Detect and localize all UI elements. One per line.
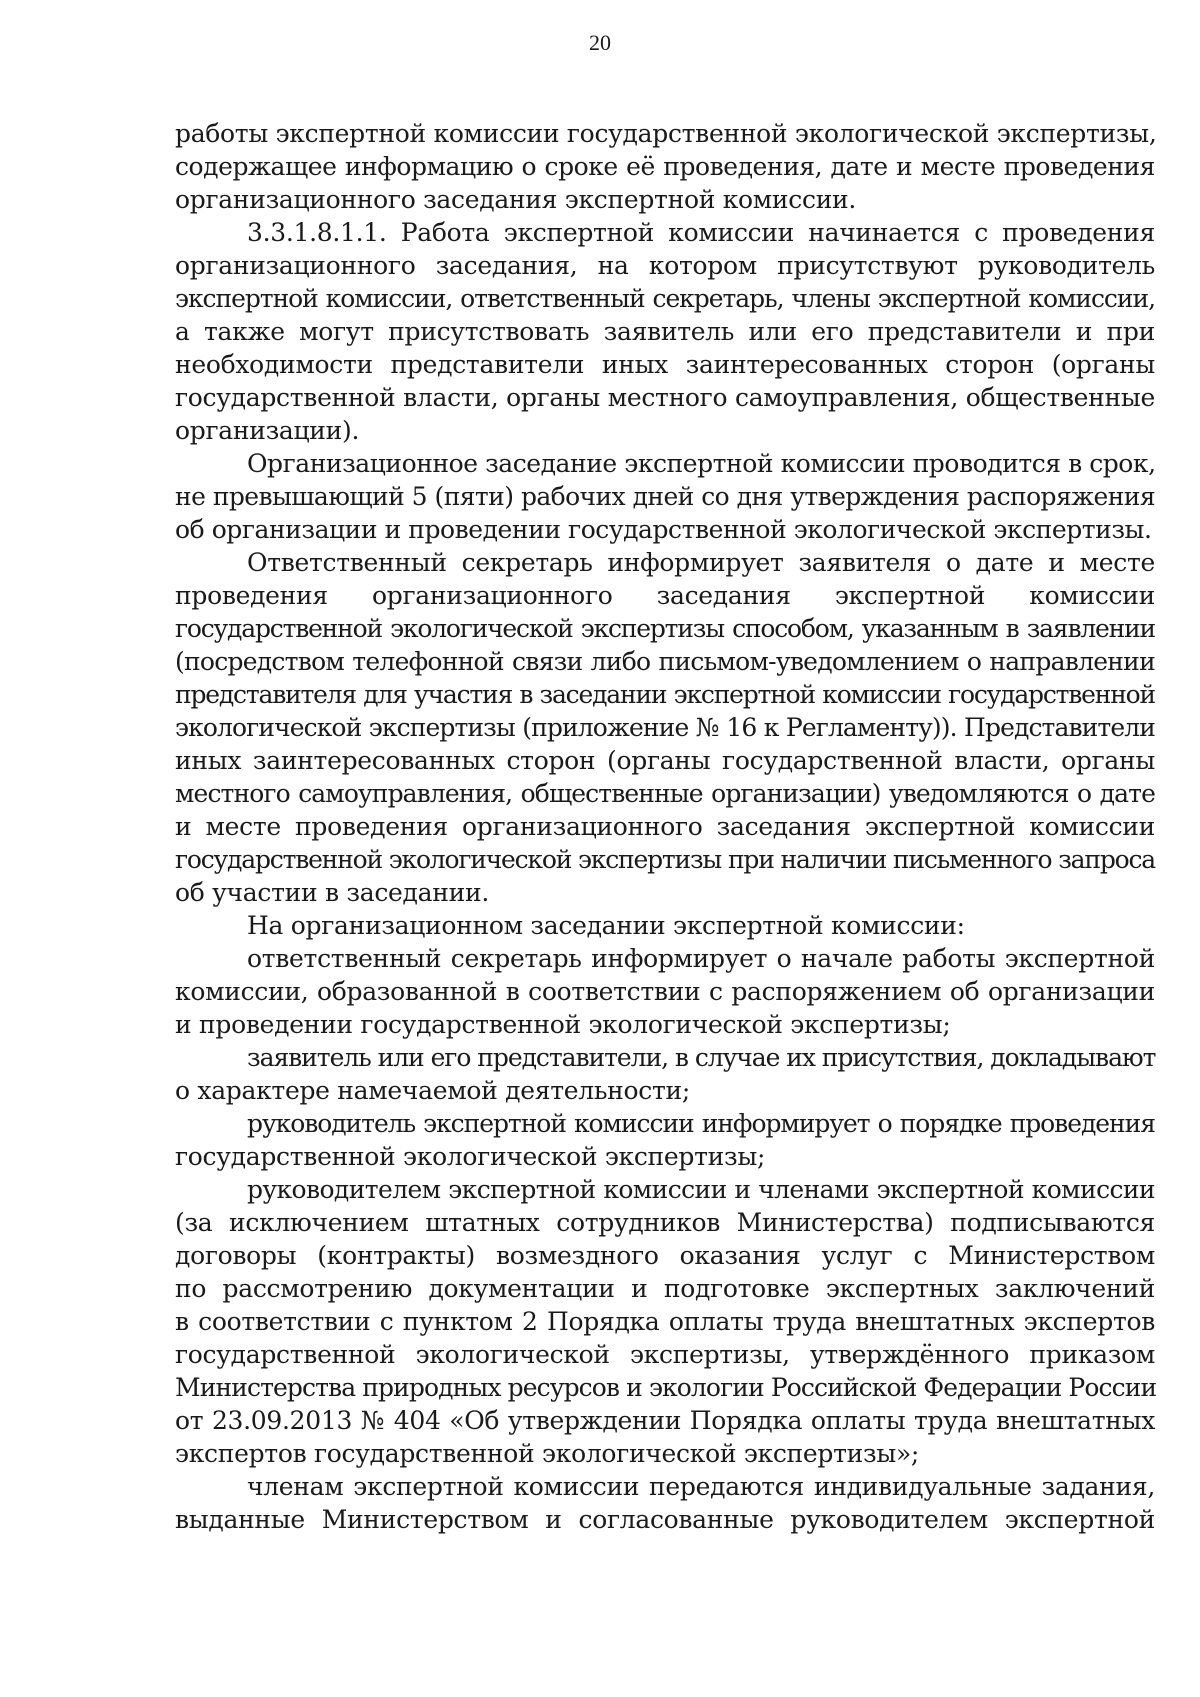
paragraph (175, 1173, 1155, 1470)
text-line: содержащее информацию о сроке её проведения, дате и месте проведения (175, 152, 1155, 181)
text-line: иных заинтересованных сторон (органы государственной власти, органы (175, 746, 1155, 775)
text-line: (посредством телефонной связи либо письмом-уведомлением о направлении (175, 647, 1155, 676)
text-line: проведения организационного заседания экспертной комиссии (175, 581, 1155, 610)
text-line: местного самоуправления, общественные организации) уведомляются о дате (175, 779, 1155, 808)
text-line: об организации и проведении государственной экологической экспертизы. (175, 515, 1152, 544)
text-line: заявитель или его представители, в случае их присутствия, докладывают (247, 1043, 1156, 1072)
text-line: а также могут присутствовать заявитель или его представители и при (175, 317, 1155, 346)
text-line: по рассмотрению документации и подготовке экспертных заключений (175, 1274, 1155, 1303)
text-line: государственной экологической экспертизы способом, указанным в заявлении (175, 614, 1155, 643)
paragraph (175, 1041, 1155, 1107)
text-line: государственной экологической экспертизы при наличии письменного запроса (175, 845, 1155, 874)
text-line: государственной экологической экспертизы, утверждённого приказом (175, 1340, 1155, 1369)
text-line: выданные Министерством и согласованные руководителем экспертной (175, 1505, 1155, 1534)
text-line: руководителем экспертной комиссии и членами экспертной комиссии (247, 1175, 1155, 1204)
text-line: ответственный секретарь информирует о начале работы экспертной (247, 944, 1155, 973)
document-body (175, 117, 1155, 1536)
text-line: работы экспертной комиссии государственной экологической экспертизы, (175, 119, 1157, 148)
paragraph (175, 216, 1155, 447)
text-line: договоры (контракты) возмездного оказания услуг с Министерством (175, 1241, 1155, 1270)
text-line: об участии в заседании. (175, 878, 489, 907)
text-line: в соответствии с пунктом 2 Порядка оплаты труда внештатных экспертов (175, 1307, 1155, 1336)
text-line: руководитель экспертной комиссии информирует о порядке проведения (247, 1109, 1155, 1138)
text-line: необходимости представители иных заинтересованных сторон (органы (175, 350, 1155, 379)
text-line: экспертов государственной экологической экспертизы»; (175, 1439, 920, 1468)
paragraph (175, 1107, 1155, 1173)
text-line: организации). (175, 416, 360, 445)
paragraph (175, 117, 1155, 216)
text-line: представителя для участия в заседании экспертной комиссии государственной (175, 680, 1155, 709)
text-line: организационного заседания экспертной комиссии. (175, 185, 857, 214)
text-line: и проведении государственной экологической экспертизы; (175, 1010, 951, 1039)
text-line: Министерства природных ресурсов и экологии Российской Федерации России (175, 1373, 1157, 1402)
text-line: о характере намечаемой деятельности; (175, 1076, 690, 1105)
text-line: экспертной комиссии, ответственный секретарь, члены экспертной комиссии, (175, 284, 1155, 313)
text-line: государственной власти, органы местного самоуправления, общественные (175, 383, 1155, 412)
text-line: государственной экологической экспертизы; (175, 1142, 766, 1171)
text-line: (за исключением штатных сотрудников Министерства) подписываются (175, 1208, 1155, 1237)
text-line: 3.3.1.8.1.1. Работа экспертной комиссии начинается с проведения (247, 218, 1155, 247)
text-line: членам экспертной комиссии передаются индивидуальные задания, (247, 1472, 1155, 1501)
text-line: комиссии, образованной в соответствии с распоряжением об организации (175, 977, 1155, 1006)
paragraph (175, 1470, 1155, 1536)
page-number: 20 (589, 30, 611, 55)
paragraph (175, 447, 1155, 546)
text-line: Ответственный секретарь информирует заявителя о дате и месте (247, 548, 1155, 577)
text-line: и месте проведения организационного заседания экспертной комиссии (175, 812, 1155, 841)
text-line: организационного заседания, на котором присутствуют руководитель (175, 251, 1155, 280)
text-line: экологической экспертизы (приложение № 16 к Регламенту)). Представители (175, 713, 1155, 742)
text-line: от 23.09.2013 № 404 «Об утверждении Порядка оплаты труда внештатных (175, 1406, 1155, 1435)
paragraph (175, 546, 1155, 909)
text-line: На организационном заседании экспертной комиссии: (247, 911, 965, 940)
paragraph (175, 942, 1155, 1041)
text-line: Организационное заседание экспертной комиссии проводится в срок, (247, 449, 1156, 478)
paragraph (175, 909, 1155, 942)
text-line: не превышающий 5 (пяти) рабочих дней со дня утверждения распоряжения (175, 482, 1155, 511)
